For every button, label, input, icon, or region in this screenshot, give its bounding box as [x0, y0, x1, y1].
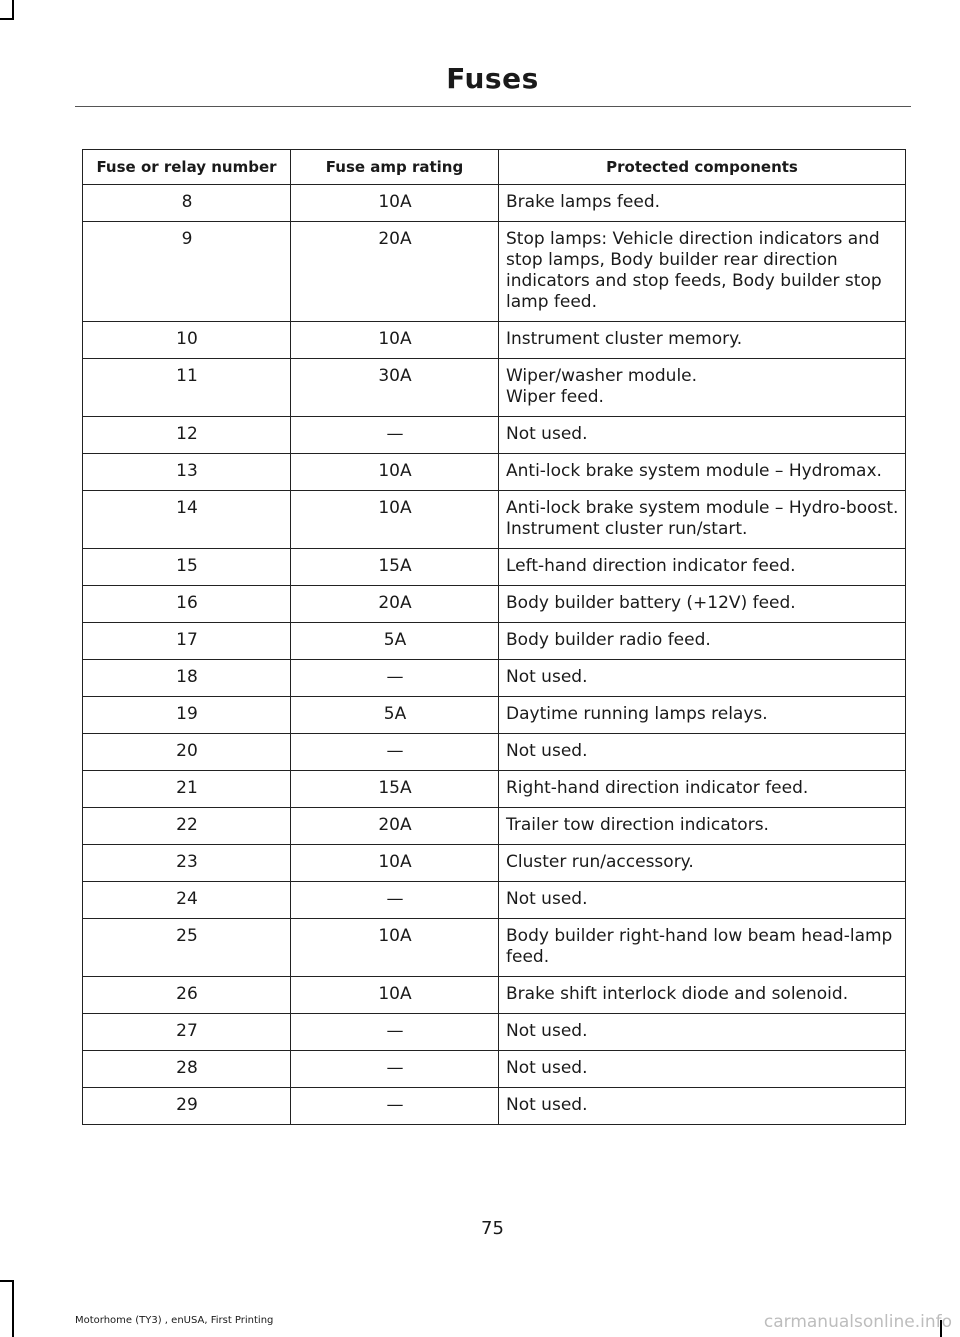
amp-rating-cell: 30A: [291, 359, 499, 417]
fuse-number-cell: 22: [83, 808, 291, 845]
crop-mark-bottom-left-horizontal: [0, 1280, 14, 1282]
fuse-number-cell: 14: [83, 491, 291, 549]
protected-components-cell: [499, 660, 906, 697]
protected-components-cell: [499, 845, 906, 882]
fuse-number-cell: 18: [83, 660, 291, 697]
amp-rating-cell: 10A: [291, 845, 499, 882]
fuse-table: [82, 149, 906, 1125]
amp-rating-cell: 10A: [291, 491, 499, 549]
table-row: [83, 734, 906, 771]
table-row: [83, 697, 906, 734]
fuse-number-cell: 26: [83, 977, 291, 1014]
table-row: [83, 549, 906, 586]
component-text: Trailer tow direction indicators.: [506, 815, 769, 835]
amp-rating-cell: —: [291, 660, 499, 697]
fuse-number-cell: 25: [83, 919, 291, 977]
component-text: Instrument cluster run/start.: [506, 519, 748, 539]
page-title: Fuses: [446, 62, 539, 95]
protected-components-cell: [499, 623, 906, 660]
fuse-number-cell: 21: [83, 771, 291, 808]
component-text: Daytime running lamps relays.: [506, 704, 768, 724]
column-header-protected-components: Protected components: [499, 150, 906, 185]
protected-components-cell: [499, 697, 906, 734]
protected-components-cell: [499, 919, 906, 977]
amp-rating-cell: 20A: [291, 586, 499, 623]
column-header-fuse-number: Fuse or relay number: [83, 150, 291, 185]
component-text: Body builder radio feed.: [506, 630, 711, 650]
component-text: Right-hand direction indicator feed.: [506, 778, 809, 798]
fuse-number-cell: 9: [83, 222, 291, 322]
table-row: [83, 1088, 906, 1125]
table-row: [83, 1051, 906, 1088]
table-row: [83, 417, 906, 454]
amp-rating-cell: 10A: [291, 919, 499, 977]
component-text: Left-hand direction indicator feed.: [506, 556, 796, 576]
table-header-row: [83, 150, 906, 185]
protected-components-cell: [499, 417, 906, 454]
component-text: Not used.: [506, 424, 588, 444]
amp-rating-cell: 10A: [291, 185, 499, 222]
fuse-number-cell: 16: [83, 586, 291, 623]
amp-rating-cell: —: [291, 882, 499, 919]
crop-mark-top-left-horizontal: [0, 18, 14, 20]
component-text: Wiper/washer module.: [506, 366, 698, 386]
protected-components-cell: [499, 359, 906, 417]
protected-components-cell: [499, 808, 906, 845]
column-header-amp-rating: Fuse amp rating: [291, 150, 499, 185]
component-text: Brake shift interlock diode and solenoid.: [506, 984, 849, 1004]
table-row: [83, 882, 906, 919]
amp-rating-cell: 15A: [291, 549, 499, 586]
protected-components-cell: [499, 1051, 906, 1088]
amp-rating-cell: —: [291, 734, 499, 771]
component-text: Body builder right-hand low beam head-lamp feed.: [506, 926, 893, 967]
amp-rating-cell: 15A: [291, 771, 499, 808]
protected-components-cell: [499, 771, 906, 808]
fuse-number-cell: 23: [83, 845, 291, 882]
table-row: [83, 808, 906, 845]
page-number: 75: [481, 1218, 504, 1239]
fuse-number-cell: 8: [83, 185, 291, 222]
amp-rating-cell: 5A: [291, 697, 499, 734]
protected-components-cell: [499, 491, 906, 549]
component-text: Brake lamps feed.: [506, 192, 661, 212]
fuse-number-cell: 10: [83, 322, 291, 359]
crop-mark-bottom-left-vertical: [12, 1282, 14, 1337]
protected-components-cell: [499, 549, 906, 586]
fuse-number-cell: 12: [83, 417, 291, 454]
fuse-number-cell: 15: [83, 549, 291, 586]
protected-components-cell: [499, 1088, 906, 1125]
table-row: [83, 586, 906, 623]
table-row: [83, 771, 906, 808]
table-row: [83, 491, 906, 549]
component-text: Not used.: [506, 1058, 588, 1078]
table-row: [83, 185, 906, 222]
crop-mark-top-left-vertical: [12, 0, 14, 18]
table-row: [83, 1014, 906, 1051]
footer-edition: Motorhome (TY3) , enUSA, First Printing: [75, 1315, 274, 1326]
amp-rating-cell: —: [291, 1088, 499, 1125]
protected-components-cell: [499, 454, 906, 491]
table-row: [83, 322, 906, 359]
amp-rating-cell: 10A: [291, 454, 499, 491]
amp-rating-cell: 20A: [291, 222, 499, 322]
protected-components-cell: [499, 1014, 906, 1051]
table-row: [83, 359, 906, 417]
fuse-number-cell: 29: [83, 1088, 291, 1125]
fuse-number-cell: 13: [83, 454, 291, 491]
table-row: [83, 845, 906, 882]
component-text: Stop lamps: Vehicle direction indicators and stop lamps, Body builder rear direction indicators and stop feeds, Body builder stop lamp feed.: [506, 229, 882, 312]
component-text: Cluster run/accessory.: [506, 852, 694, 872]
protected-components-cell: [499, 222, 906, 322]
table-row: [83, 660, 906, 697]
protected-components-cell: [499, 586, 906, 623]
protected-components-cell: [499, 734, 906, 771]
component-text: Not used.: [506, 889, 588, 909]
table-row: [83, 977, 906, 1014]
fuse-number-cell: 28: [83, 1051, 291, 1088]
table-row: [83, 222, 906, 322]
component-text: Anti-lock brake system module – Hydro-boost.: [506, 498, 899, 518]
fuse-number-cell: 20: [83, 734, 291, 771]
protected-components-cell: [499, 977, 906, 1014]
fuse-number-cell: 11: [83, 359, 291, 417]
amp-rating-cell: —: [291, 1051, 499, 1088]
amp-rating-cell: 20A: [291, 808, 499, 845]
table-row: [83, 623, 906, 660]
component-text: Not used.: [506, 1095, 588, 1115]
component-text: Not used.: [506, 741, 588, 761]
header-divider: [75, 106, 911, 107]
table-row: [83, 454, 906, 491]
amp-rating-cell: —: [291, 417, 499, 454]
fuse-number-cell: 19: [83, 697, 291, 734]
amp-rating-cell: 10A: [291, 977, 499, 1014]
component-text: Body builder battery (+12V) feed.: [506, 593, 796, 613]
table-row: [83, 919, 906, 977]
protected-components-cell: [499, 185, 906, 222]
fuse-number-cell: 27: [83, 1014, 291, 1051]
protected-components-cell: [499, 322, 906, 359]
component-text: Wiper feed.: [506, 387, 604, 407]
amp-rating-cell: 10A: [291, 322, 499, 359]
component-text: Not used.: [506, 667, 588, 687]
amp-rating-cell: —: [291, 1014, 499, 1051]
fuse-number-cell: 17: [83, 623, 291, 660]
component-text: Instrument cluster memory.: [506, 329, 743, 349]
protected-components-cell: [499, 882, 906, 919]
amp-rating-cell: 5A: [291, 623, 499, 660]
component-text: Anti-lock brake system module – Hydromax.: [506, 461, 882, 481]
component-text: Not used.: [506, 1021, 588, 1041]
fuse-number-cell: 24: [83, 882, 291, 919]
watermark: carmanualsonline.info: [763, 1312, 952, 1332]
fuse-table-body: [83, 185, 906, 1125]
